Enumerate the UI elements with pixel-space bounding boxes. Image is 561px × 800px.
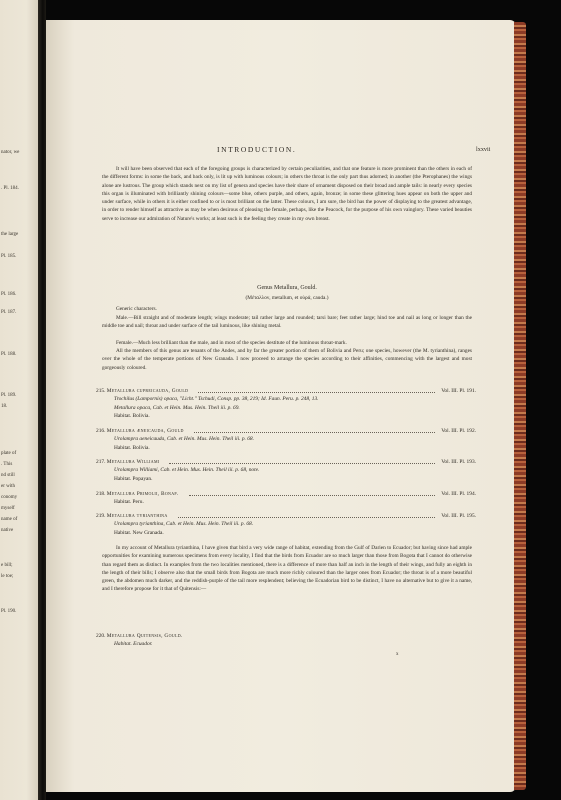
generic-characters: Generic characters. [116,306,157,312]
species-line: Habitat. Bolivia. [114,412,150,419]
species-name: 218. Metallura Primolii, Bonap. [96,491,179,497]
species-name: 215. Metallura cupreicauda, Gould [96,388,189,394]
genus-etymology: (Μέταλλον, metallum, et οὐρά, cauda.) [245,295,329,301]
left-page-fragment: nator, we [1,150,20,155]
female-description: Female.—Much less brilliant than the male, and in most of the species destitute of the luminous throat-mark. [116,340,347,346]
species-entry-220 [96,632,476,649]
left-page-fragment: e bill; [1,563,13,568]
plate-reference: Vol. III. Pl. 194. [441,491,476,497]
plate-reference: Vol. III. Pl. 193. [441,459,476,465]
species-line: Urolampra tyrianthina, Cab. et Hein. Mus. Hein. Theil iii. p. 68. [114,521,254,528]
species-line: Trochilus (Lampornis) opaca, "Licht." Tschudi, Consp. pp. 38, 219; Id. Faun. Peru. p. 248, 13. [114,396,319,403]
left-page-fragment: . Pl. 184. [1,186,19,191]
left-page-fragment: er with [1,484,16,489]
leader-dots [169,458,435,464]
species-name: 219. Metallura tyrianthina [96,513,168,519]
species-name: 220. Metallura Quitensis, Gould. [96,633,183,639]
left-page-fragment: plate of [1,451,17,456]
species-entry [96,458,476,483]
book-gutter [38,0,46,800]
plate-reference: Vol. III. Pl. 191. [441,388,476,394]
left-page-fragment: conomy [1,495,18,500]
left-page-fragment: name of [1,517,18,522]
left-page-fragment: myself [1,506,15,511]
left-page-fragment: Pl. 186. [1,292,17,297]
left-page-fragment: the large [1,232,19,237]
genus-title: Genus Metallura, Gould. [257,285,317,291]
species-entry [96,387,476,420]
left-page-fragment: 18. [1,404,8,409]
page-number: lxxvii [476,146,491,153]
left-page-fragment: le toe; [1,574,14,579]
left-page-fragment: nd still [1,473,15,478]
signature-mark: x [396,652,399,657]
left-page-edge [0,0,38,800]
species-line: Urolampra Williami, Cab. et Hein. Mus. Hein. Theil iii. p. 68, note. [114,467,260,474]
male-description: Male.—Bill straight and of moderate length; wings moderate; tail rather large and rounded; tarsi bare; feet rather large; hind toe and nail as long or longer than the middle toe and nail; throat and under surface of the tail luminous, like shining metal. [102,315,472,330]
left-page-fragment: native [1,528,14,533]
species-habitat: Habitat. Ecuador. [114,641,153,648]
species-entry [96,490,476,507]
species-name: 217. Metallura Williami [96,459,160,465]
closing-paragraph: In my account of Metallura tyrianthina, I have given that bird a very wide range of habitat, extending from the Gulf of Darien to Ecuador; but having since had ample opportunities for examining numerous specimens from every locality, I find that the birds from Ecuador are so much larger than those from Bogota that I cannot do otherwise than regard them as distinct. In examples from the two localities mentioned, there is a difference of more than half an inch in the length of their wings, and fully an eighth in the length of their bills; I observe also that the small birds from Bogota are much more richly coloured than the larger ones from Ecuador; the throat is of a more beautiful green, the abdomen much darker, and the reddish-purple of the tail more resplendent; believing the Ecuadorian bird to be distinct, I have no alternative but to give it a name, and I therefore propose for it that of Quitensis:— [102,545,472,593]
left-page-fragment: Pl. 188. [1,352,17,357]
species-name: 216. Metallura æneicauda, Gould [96,428,184,434]
marbled-page-edge [514,22,526,790]
intro-paragraph: It will have been observed that each of the foregoing groups is characterized by certain peculiarities, and that one feature is more prominent than the others in each of the different forms: in some the back, and back only, is lit up with luminous colours; in others the throat is the only part thus adorned; in another (the Pterophanes) the wings alone are lustrous. The group which stands next on my list of genera and species have their share of ornament disposed on their broad and ample tails: in nearly every species this organ is illuminated with brilliantly shining colours—some blue, others purple, and others, again, bronze; in some these glittering hues appear on both the upper and under surface, while in others it is either confined to or is most brilliant on the latter. These colours, I am sure, the bird has the power of displaying to the greatest advantage, in order to render himself as attractive as may be when desirous of pleasing the female, perhaps, like the Peacock, for the purpose of his own vainglory. These varied beauties serve to increase our admiration of Nature's works; at least such is the feeling they create in my own breast. [102,166,472,222]
left-page-fragment: Pl. 187. [1,310,17,315]
left-page-fragment: Pl. 185. [1,254,17,259]
leader-dots [178,512,436,518]
left-page-fragment: Pl. 190. [1,609,17,614]
plate-reference: Vol. III. Pl. 195. [441,513,476,519]
species-line: Metallura opaca, Cab. et Hein. Mus. Hein. Theil iii. p. 69. [114,404,240,411]
species-line: Habitat. Popayan. [114,475,153,482]
species-line: Habitat. Peru. [114,499,144,506]
leader-dots [194,427,436,433]
leader-dots [189,490,436,496]
members-paragraph: All the members of this genus are tenants of the Andes, and by far the greater portion of them of Bolivia and Peru; one species, however (the M. tyrianthina), ranges over the whole of the temperate portions of New Granada. I now proceed to arrange the species according to their affinities, commencing with the largest and most gorgeously coloured. [102,348,472,371]
species-line: Habitat. Bolivia. [114,444,150,451]
species-line: Habitat. New Granada. [114,529,164,536]
plate-reference: Vol. III. Pl. 192. [441,428,476,434]
running-header: INTRODUCTION. [217,145,297,154]
species-line: Urolampra aeneicauda, Cab. et Hein. Mus. Hein. Theil iii. p. 68. [114,436,254,443]
left-page-fragment: Pl. 189. [1,393,17,398]
left-page-fragment: . This [1,462,13,467]
species-entry [96,512,476,537]
leader-dots [198,387,435,393]
species-entry [96,427,476,452]
